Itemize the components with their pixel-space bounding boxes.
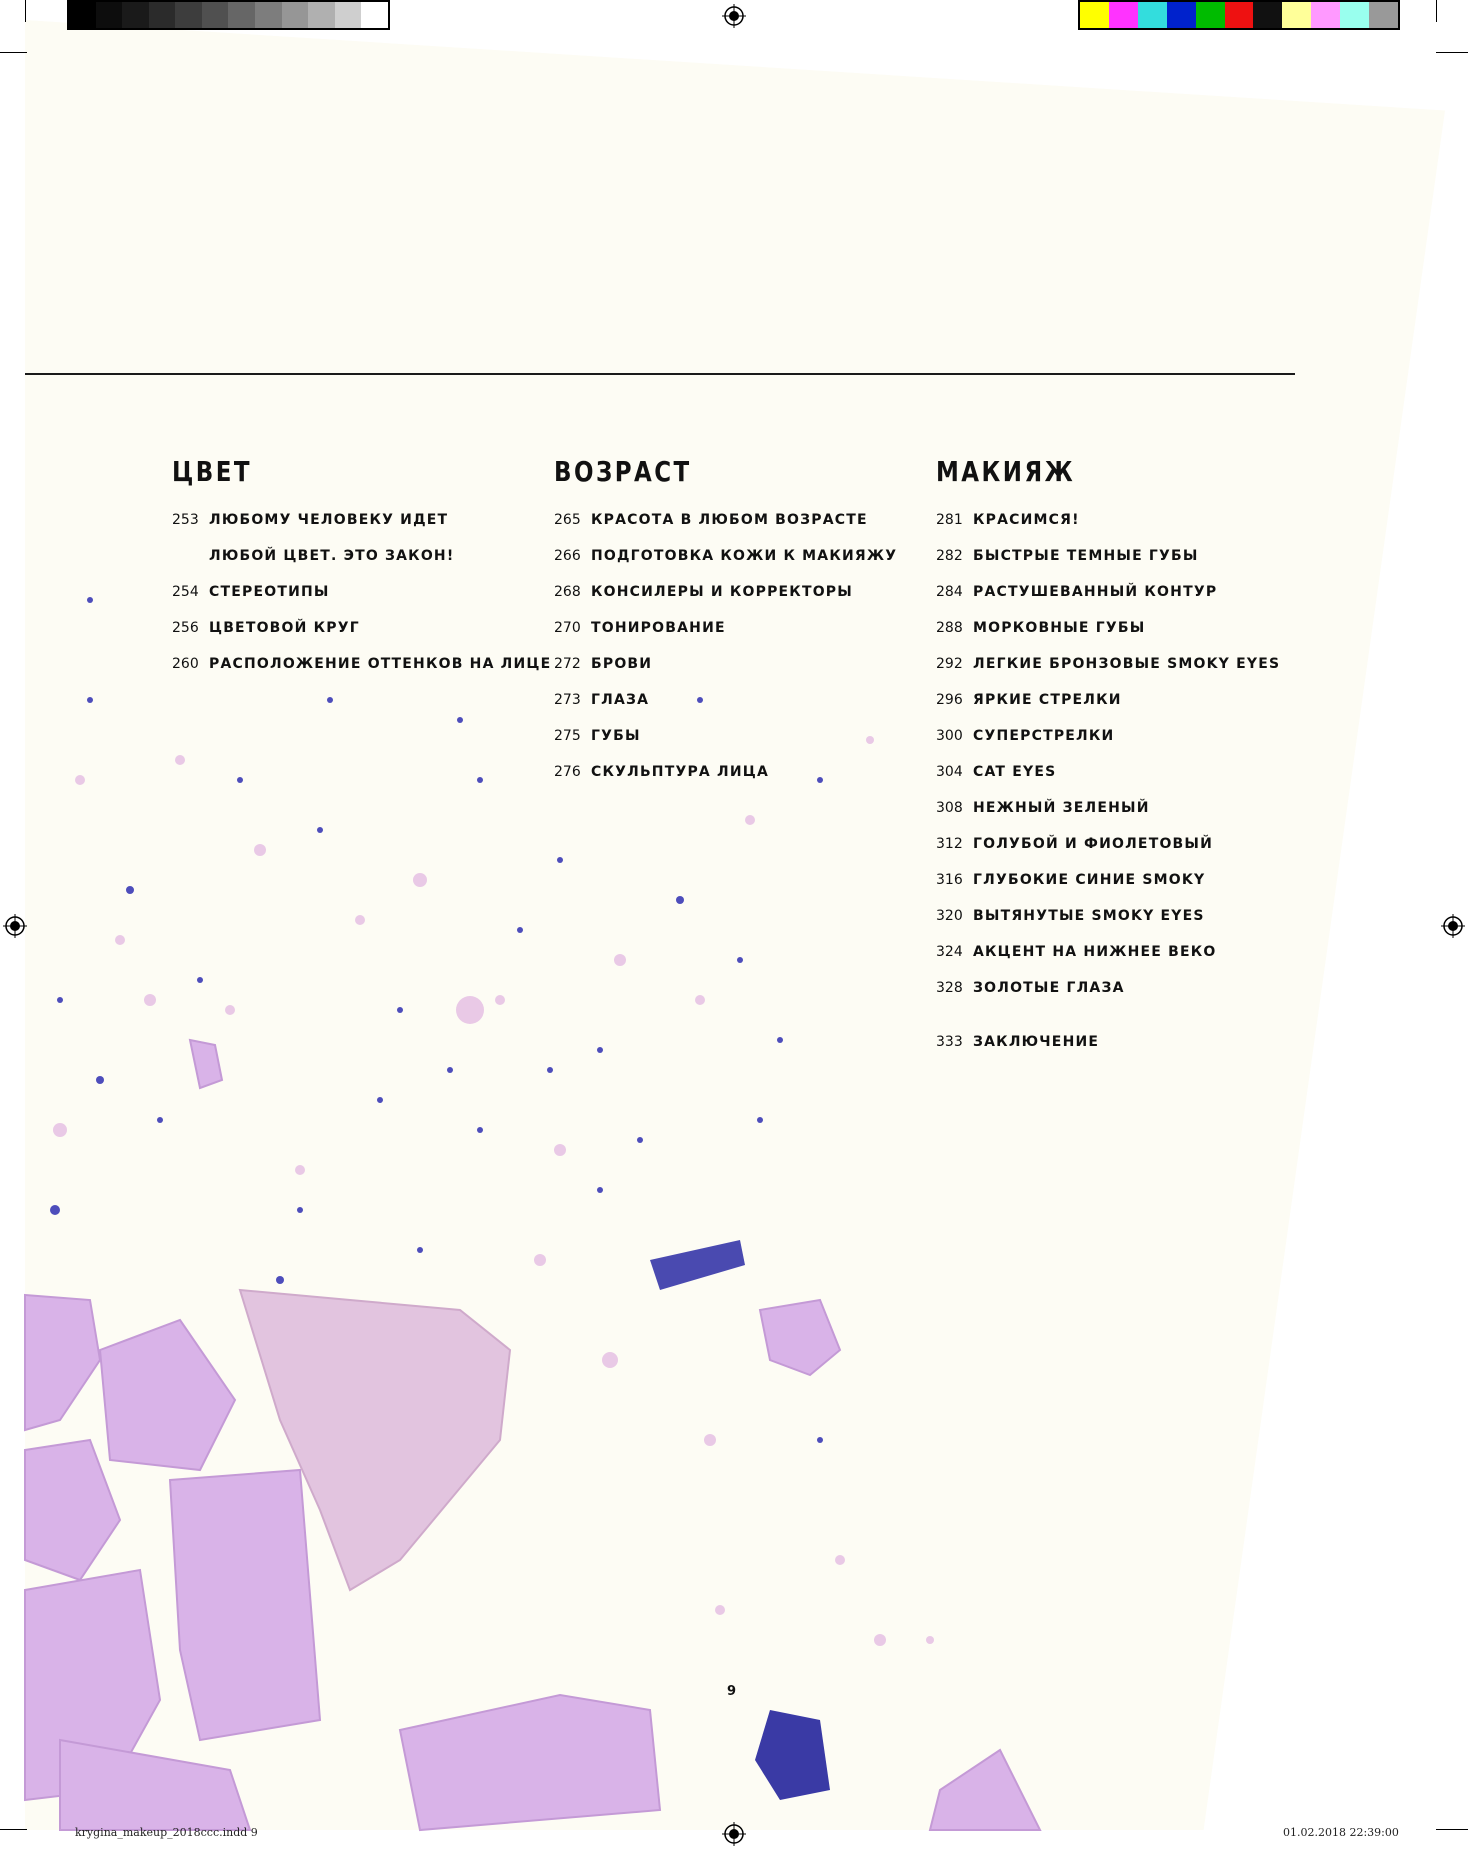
toc-entry-title: СУПЕРСТРЕЛКИ [973,728,1115,744]
toc-entry-title: ЦВЕТОВОЙ КРУГ [209,620,360,636]
toc-entry-page: 300 [936,728,963,744]
toc-entry-title: КРАСОТА В ЛЮБОМ ВОЗРАСТЕ [591,512,868,528]
toc-entry-page: 275 [554,728,581,744]
toc-entry-title: РАСТУШЕВАННЫЙ КОНТУР [973,584,1218,600]
footer-timestamp: 01.02.2018 22:39:00 [1283,1826,1399,1839]
toc-entry [936,718,1316,754]
toc-column-age [554,455,934,790]
toc-entry [936,1024,1316,1060]
toc-entry-title: ТОНИРОВАНИЕ [591,620,726,636]
toc-entry [172,502,552,538]
toc-entry-page: 265 [554,512,581,528]
toc-entry-title: ЛЮБОМУ ЧЕЛОВЕКУ ИДЕТ [209,512,449,528]
toc-entry-page: 296 [936,692,963,708]
toc-entry-page: 276 [554,764,581,780]
toc-entry-page: 253 [172,512,199,528]
toc-entry-title: ЗОЛОТЫЕ ГЛАЗА [973,980,1125,996]
toc-entry-title: БРОВИ [591,656,653,672]
toc-entry-page: 260 [172,656,199,672]
toc-entry [936,646,1316,682]
toc-entry [554,502,934,538]
toc-entry-page: 316 [936,872,963,888]
toc-entry-title: РАСПОЛОЖЕНИЕ ОТТЕНКОВ НА ЛИЦЕ [209,656,552,672]
toc-entry [554,574,934,610]
toc-entry-title: ЯРКИЕ СТРЕЛКИ [973,692,1122,708]
toc-entry-title: МОРКОВНЫЕ ГУБЫ [973,620,1146,636]
toc-entry-page: 288 [936,620,963,636]
toc-entry [172,538,552,574]
toc-entry [554,538,934,574]
toc-entry-title: ГЛАЗА [591,692,650,708]
toc-entry [936,898,1316,934]
toc-entry-page: 281 [936,512,963,528]
toc-entry-page [172,538,209,574]
toc-entry-page: 304 [936,764,963,780]
toc-entry-title: БЫСТРЫЕ ТЕМНЫЕ ГУБЫ [973,548,1199,564]
toc-entry-title: КРАСИМСЯ! [973,512,1080,528]
toc-entry [936,826,1316,862]
toc-column-makeup [936,455,1316,1060]
blue-chunk [755,1710,830,1800]
toc-heading-color: ЦВЕТ [172,455,252,488]
toc-entry-title: ВЫТЯНУТЫЕ SMOKY EYES [973,908,1205,924]
toc-entry-title: ЗАКЛЮЧЕНИЕ [973,1034,1100,1050]
toc-entry [554,718,934,754]
toc-entry-title: ЛЮБОЙ ЦВЕТ. ЭТО ЗАКОН! [209,548,455,564]
toc-entry-title: КОНСИЛЕРЫ И КОРРЕКТОРЫ [591,584,853,600]
toc-entry [554,682,934,718]
toc-entry [172,574,552,610]
blue-shard [650,1240,745,1290]
toc-entry [936,970,1316,1006]
toc-entry [172,646,552,682]
toc-entry [936,754,1316,790]
toc-entry-page: 268 [554,584,581,600]
toc-entry [554,610,934,646]
toc-entry-page: 328 [936,980,963,996]
toc-entry [936,790,1316,826]
horizontal-rule [25,373,1295,375]
toc-heading-makeup: МАКИЯЖ [936,455,1076,488]
toc-entry-page: 284 [936,584,963,600]
toc-entry-page: 292 [936,656,963,672]
toc-entry [172,610,552,646]
toc-entry-page: 333 [936,1034,963,1050]
toc-entry-title: НЕЖНЫЙ ЗЕЛЕНЫЙ [973,800,1150,816]
footer-file-name: krygina_makeup_2018ccc.indd 9 [75,1826,258,1839]
toc-entry-page: 324 [936,944,963,960]
toc-entry [554,754,934,790]
toc-entry-title: ГУБЫ [591,728,641,744]
toc-heading-age: ВОЗРАСТ [554,455,692,488]
toc-entry-title: ЛЕГКИЕ БРОНЗОВЫЕ SMOKY EYES [973,656,1281,672]
toc-column-color [172,455,552,682]
toc-entry-page: 256 [172,620,199,636]
toc-entry [936,574,1316,610]
toc-entry [936,862,1316,898]
toc-entry-page: 312 [936,836,963,852]
toc-entry [936,538,1316,574]
toc-entry-page: 282 [936,548,963,564]
toc-entry-title: СКУЛЬПТУРА ЛИЦА [591,764,770,780]
toc-entry [936,934,1316,970]
toc-entry-title: АКЦЕНТ НА НИЖНЕЕ ВЕКО [973,944,1217,960]
toc-entry-page: 308 [936,800,963,816]
toc-entry-page: 266 [554,548,581,564]
page-number: 9 [727,1684,737,1699]
toc-entry [936,502,1316,538]
toc-entry-title: ГОЛУБОЙ И ФИОЛЕТОВЫЙ [973,836,1214,852]
toc-entry-page: 254 [172,584,199,600]
toc-entry-title: СТЕРЕОТИПЫ [209,584,330,600]
toc-entry-page: 272 [554,656,581,672]
toc-entry-page: 320 [936,908,963,924]
toc-entry [554,646,934,682]
toc-entry-title: ПОДГОТОВКА КОЖИ К МАКИЯЖУ [591,548,898,564]
toc-entry-page: 273 [554,692,581,708]
toc-entry-page: 270 [554,620,581,636]
toc-entry [936,610,1316,646]
toc-entry [936,682,1316,718]
toc-entry-title: ГЛУБОКИЕ СИНИЕ SMOKY [973,872,1206,888]
toc-entry-title: CAT EYES [973,764,1057,780]
